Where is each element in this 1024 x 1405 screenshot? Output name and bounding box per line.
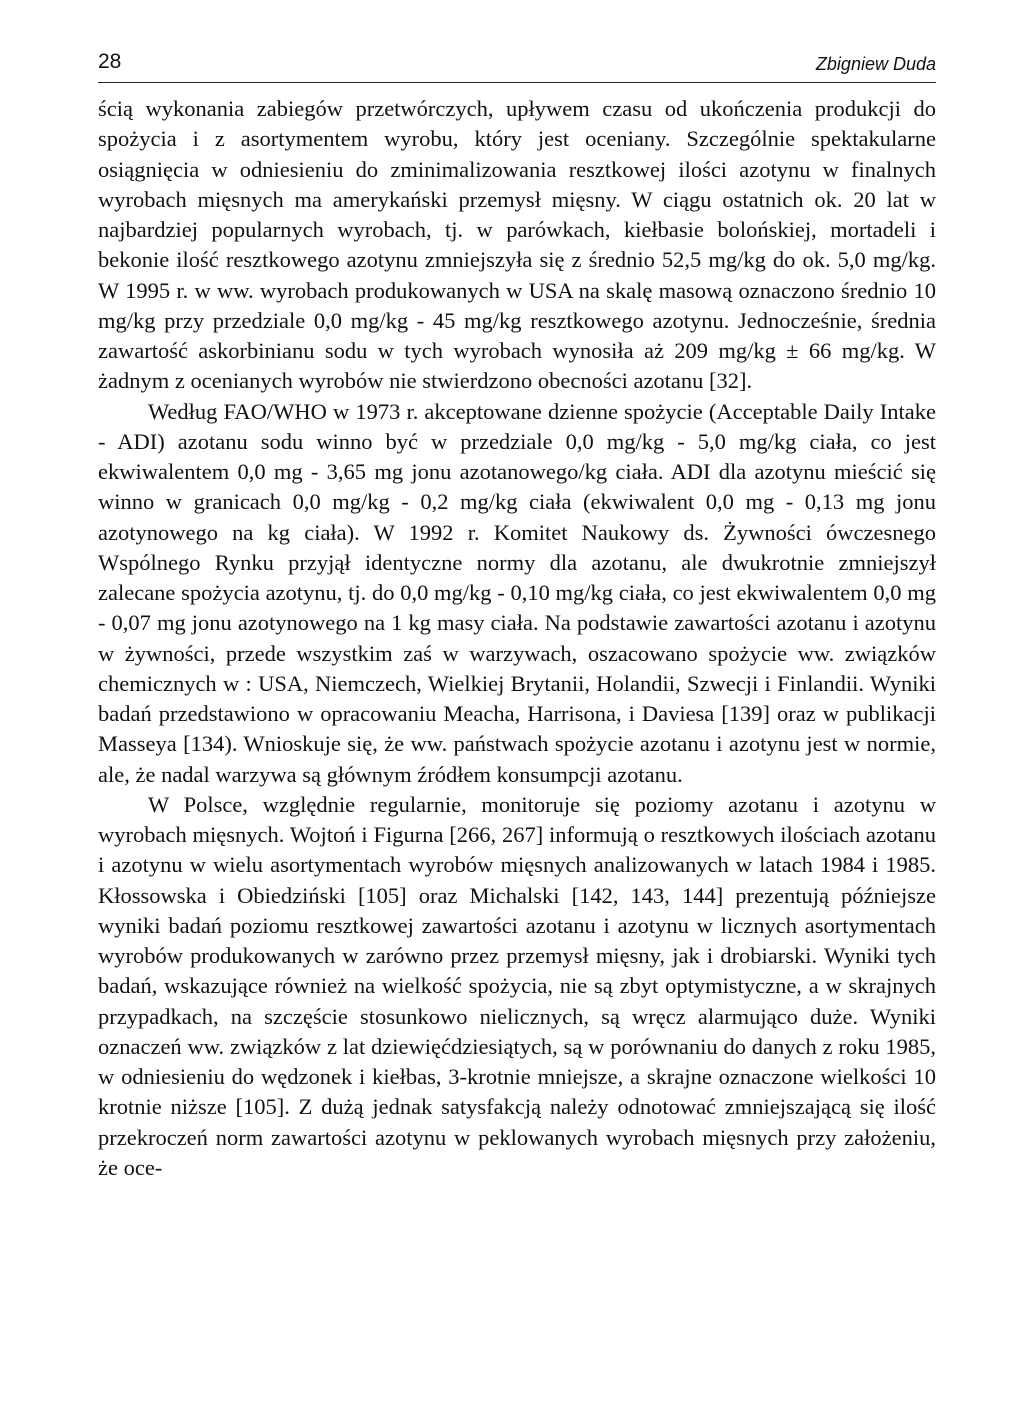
page-number: 28 <box>98 50 122 73</box>
paragraph-continuation: ścią wykonania zabiegów przetwórczych, upływem czasu od ukończenia produkcji do spożycia i z asortymentem wyrobu, który jest oceniany. Szczególnie spektakularne osiągnięcia w odniesieniu do zminimalizowania resztkowej ilości azotynu w finalnych wyrobach mięsnych ma amerykański przemysł mięsny. W ciągu ostatnich ok. 20 lat w najbardziej popularnych wyrobach, tj. w parówkach, kiełbasie bolońskiej, mortadeli i bekonie ilość resztkowego azotynu zmniejszyła się z średnio 52,5 mg/kg do ok. 5,0 mg/kg. W 1995 r. w ww. wyrobach produkowanych w USA na skalę masową oznaczono średnio 10 mg/kg przy przedziale 0,0 mg/kg - 45 mg/kg resztkowego azotynu. Jednocześnie, średnia zawartość askorbinianu sodu w tych wyrobach wynosiła aż 209 mg/kg ± 66 mg/kg. W żadnym z ocenianych wyrobów nie stwierdzono obecności azotanu [32]. <box>98 96 936 394</box>
body-text <box>98 94 936 1183</box>
running-header <box>98 44 936 83</box>
paragraph-poland-monitoring: W Polsce, względnie regularnie, monitoruje się poziomy azotanu i azotynu w wyrobach mięsnych. Wojtoń i Figurna [266, 267] informują o resztkowych ilościach azotanu i azotynu w wielu asortymentach wyrobów mięsnych analizowanych w latach 1984 i 1985. Kłossowska i Obiedziński [105] oraz Michalski [142, 143, 144] prezentują późniejsze wyniki badań poziomu resztkowej zawartości azotanu i azotynu w licznych asortymentach wyrobów produkowanych w zarówno przez przemysł mięsny, jak i drobiarski. Wyniki tych badań, wskazujące również na wielkość spożycia, nie są zbyt optymistyczne, a w skrajnych przypadkach, na szczęście stosunkowo nielicznych, są wręcz alarmująco duże. Wyniki oznaczeń ww. związków z lat dziewięćdziesiątych, są w porównaniu do danych z roku 1985, w odniesieniu do wędzonek i kiełbas, 3-krotnie mniejsze, a skrajne oznaczone wielkości 10 krotnie niższe [105]. Z dużą jednak satysfakcją należy odnotować zmniejszającą się ilość przekroczeń norm zawartości azotynu w peklowanych wyrobach mięsnych przy założeniu, że oce- <box>98 791 936 1180</box>
paragraph-adi-norms: Według FAO/WHO w 1973 r. akceptowane dzienne spożycie (Acceptable Daily Intake - ADI) azotanu sodu winno być w przedziale 0,0 mg/kg - 5,0 mg/kg ciała, co jest ekwiwalentem 0,0 mg - 3,65 mg jonu azotanowego/kg ciała. ADI dla azotynu mieścić się winno w granicach 0,0 mg/kg - 0,2 mg/kg ciała (ekwiwalent 0,0 mg - 0,13 mg jonu azotynowego na kg ciała). W 1992 r. Komitet Naukowy ds. Żywności ówczesnego Wspólnego Rynku przyjął identyczne normy dla azotanu, ale dwukrotnie zmniejszył zalecane spożycia azotynu, tj. do 0,0 mg/kg - 0,10 mg/kg ciała, co jest ekwiwalentem 0,0 mg - 0,07 mg jonu azotynowego na 1 kg masy ciała. Na podstawie zawartości azotanu i azotynu w żywności, przede wszystkim zaś w warzywach, oszacowano spożycie ww. związków chemicznych w : USA, Niemczech, Wielkiej Brytanii, Holandii, Szwecji i Finlandii. Wyniki badań przedstawiono w opracowaniu Meacha, Harrisona, i Daviesa [139] oraz w publikacji Masseya [134). Wnioskuje się, że ww. państwach spożycie azotanu i azotynu jest w normie, ale, że nadal warzywa są głównym źródłem konsumpcji azotanu. <box>98 398 936 787</box>
running-head-author: Zbigniew Duda <box>815 54 936 74</box>
